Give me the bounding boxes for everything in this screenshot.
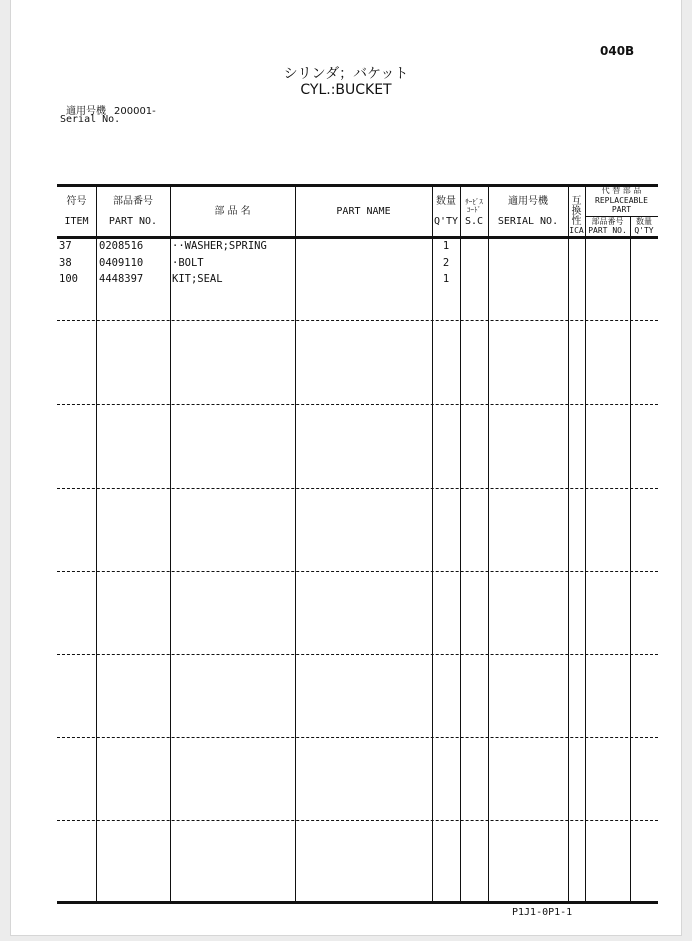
header-sc-jp-2: ｺｰﾄﾞ	[467, 206, 481, 214]
row-1-qty: 1	[442, 240, 450, 252]
row-2-part-name: ·BOLT	[172, 257, 204, 269]
page-title-english: CYL.:BUCKET	[300, 82, 392, 98]
header-serial-en: SERIAL NO.	[497, 216, 559, 227]
header-repl-qty-en: Q'TY	[634, 226, 654, 235]
column-divider-serial	[568, 185, 569, 902]
header-qty-jp: 数量	[436, 196, 456, 207]
column-divider-partno	[170, 185, 171, 902]
row-3-part-no: 4448397	[99, 273, 144, 285]
header-partno-en: PART NO.	[108, 216, 158, 227]
row-3-qty: 1	[442, 273, 450, 285]
row-2-qty: 2	[442, 257, 450, 269]
row-2-part-no: 0409110	[99, 257, 144, 269]
header-ica-jp-1: 互	[571, 196, 582, 207]
header-qty-en: Q'TY	[433, 216, 459, 227]
serial-label-english: Serial No.	[60, 114, 121, 125]
header-replaceable-en-1: REPLACEABLE	[595, 196, 648, 205]
header-partno-jp: 部品番号	[113, 196, 153, 207]
column-divider-partname-jp	[295, 185, 296, 902]
column-divider-partname-en	[432, 185, 433, 902]
header-repl-qty-jp: 数量	[636, 217, 652, 226]
column-divider-repl-partno	[630, 216, 631, 902]
header-repl-partno-jp: 部品番号	[591, 217, 624, 226]
serial-label-jp-text: 適用号機	[66, 106, 106, 117]
header-ica-jp-2: 換	[571, 206, 582, 217]
header-partname-jp: 部 品 名	[214, 206, 251, 217]
header-sc-en: S.C	[464, 216, 484, 227]
row-1-part-no: 0208516	[99, 240, 144, 252]
header-ica-jp-3: 性	[571, 216, 582, 227]
header-item-jp: 符号	[66, 196, 87, 207]
header-replaceable-en-2: PART	[611, 205, 632, 214]
header-partname-en: PART NAME	[336, 206, 391, 217]
row-3-item: 100	[59, 273, 78, 285]
column-divider-qty	[460, 185, 461, 902]
column-divider-ica	[585, 185, 586, 902]
header-ica-en: ICA	[569, 226, 584, 235]
column-divider-item	[96, 185, 97, 902]
header-repl-partno-en: PART NO.	[588, 226, 627, 235]
serial-value: 200001-	[114, 106, 156, 117]
row-3-part-name: KIT;SEAL	[172, 273, 223, 285]
parts-sheet	[10, 0, 682, 936]
footer-code: P1J1-0P1-1	[512, 907, 573, 918]
row-2-item: 38	[59, 257, 72, 269]
row-1-part-name: ··WASHER;SPRING	[172, 240, 267, 252]
header-replaceable-jp: 代 替 部 品	[601, 186, 642, 195]
page-title-japanese: シリンダ；バケット	[283, 66, 409, 82]
row-1-item: 37	[59, 240, 72, 252]
header-sc-jp-1: ｻｰﾋﾞｽ	[465, 198, 483, 206]
column-divider-sc	[488, 185, 489, 902]
page-code: 040B	[600, 44, 635, 58]
header-item-en: ITEM	[64, 216, 89, 227]
header-serial-jp: 適用号機	[508, 196, 548, 207]
